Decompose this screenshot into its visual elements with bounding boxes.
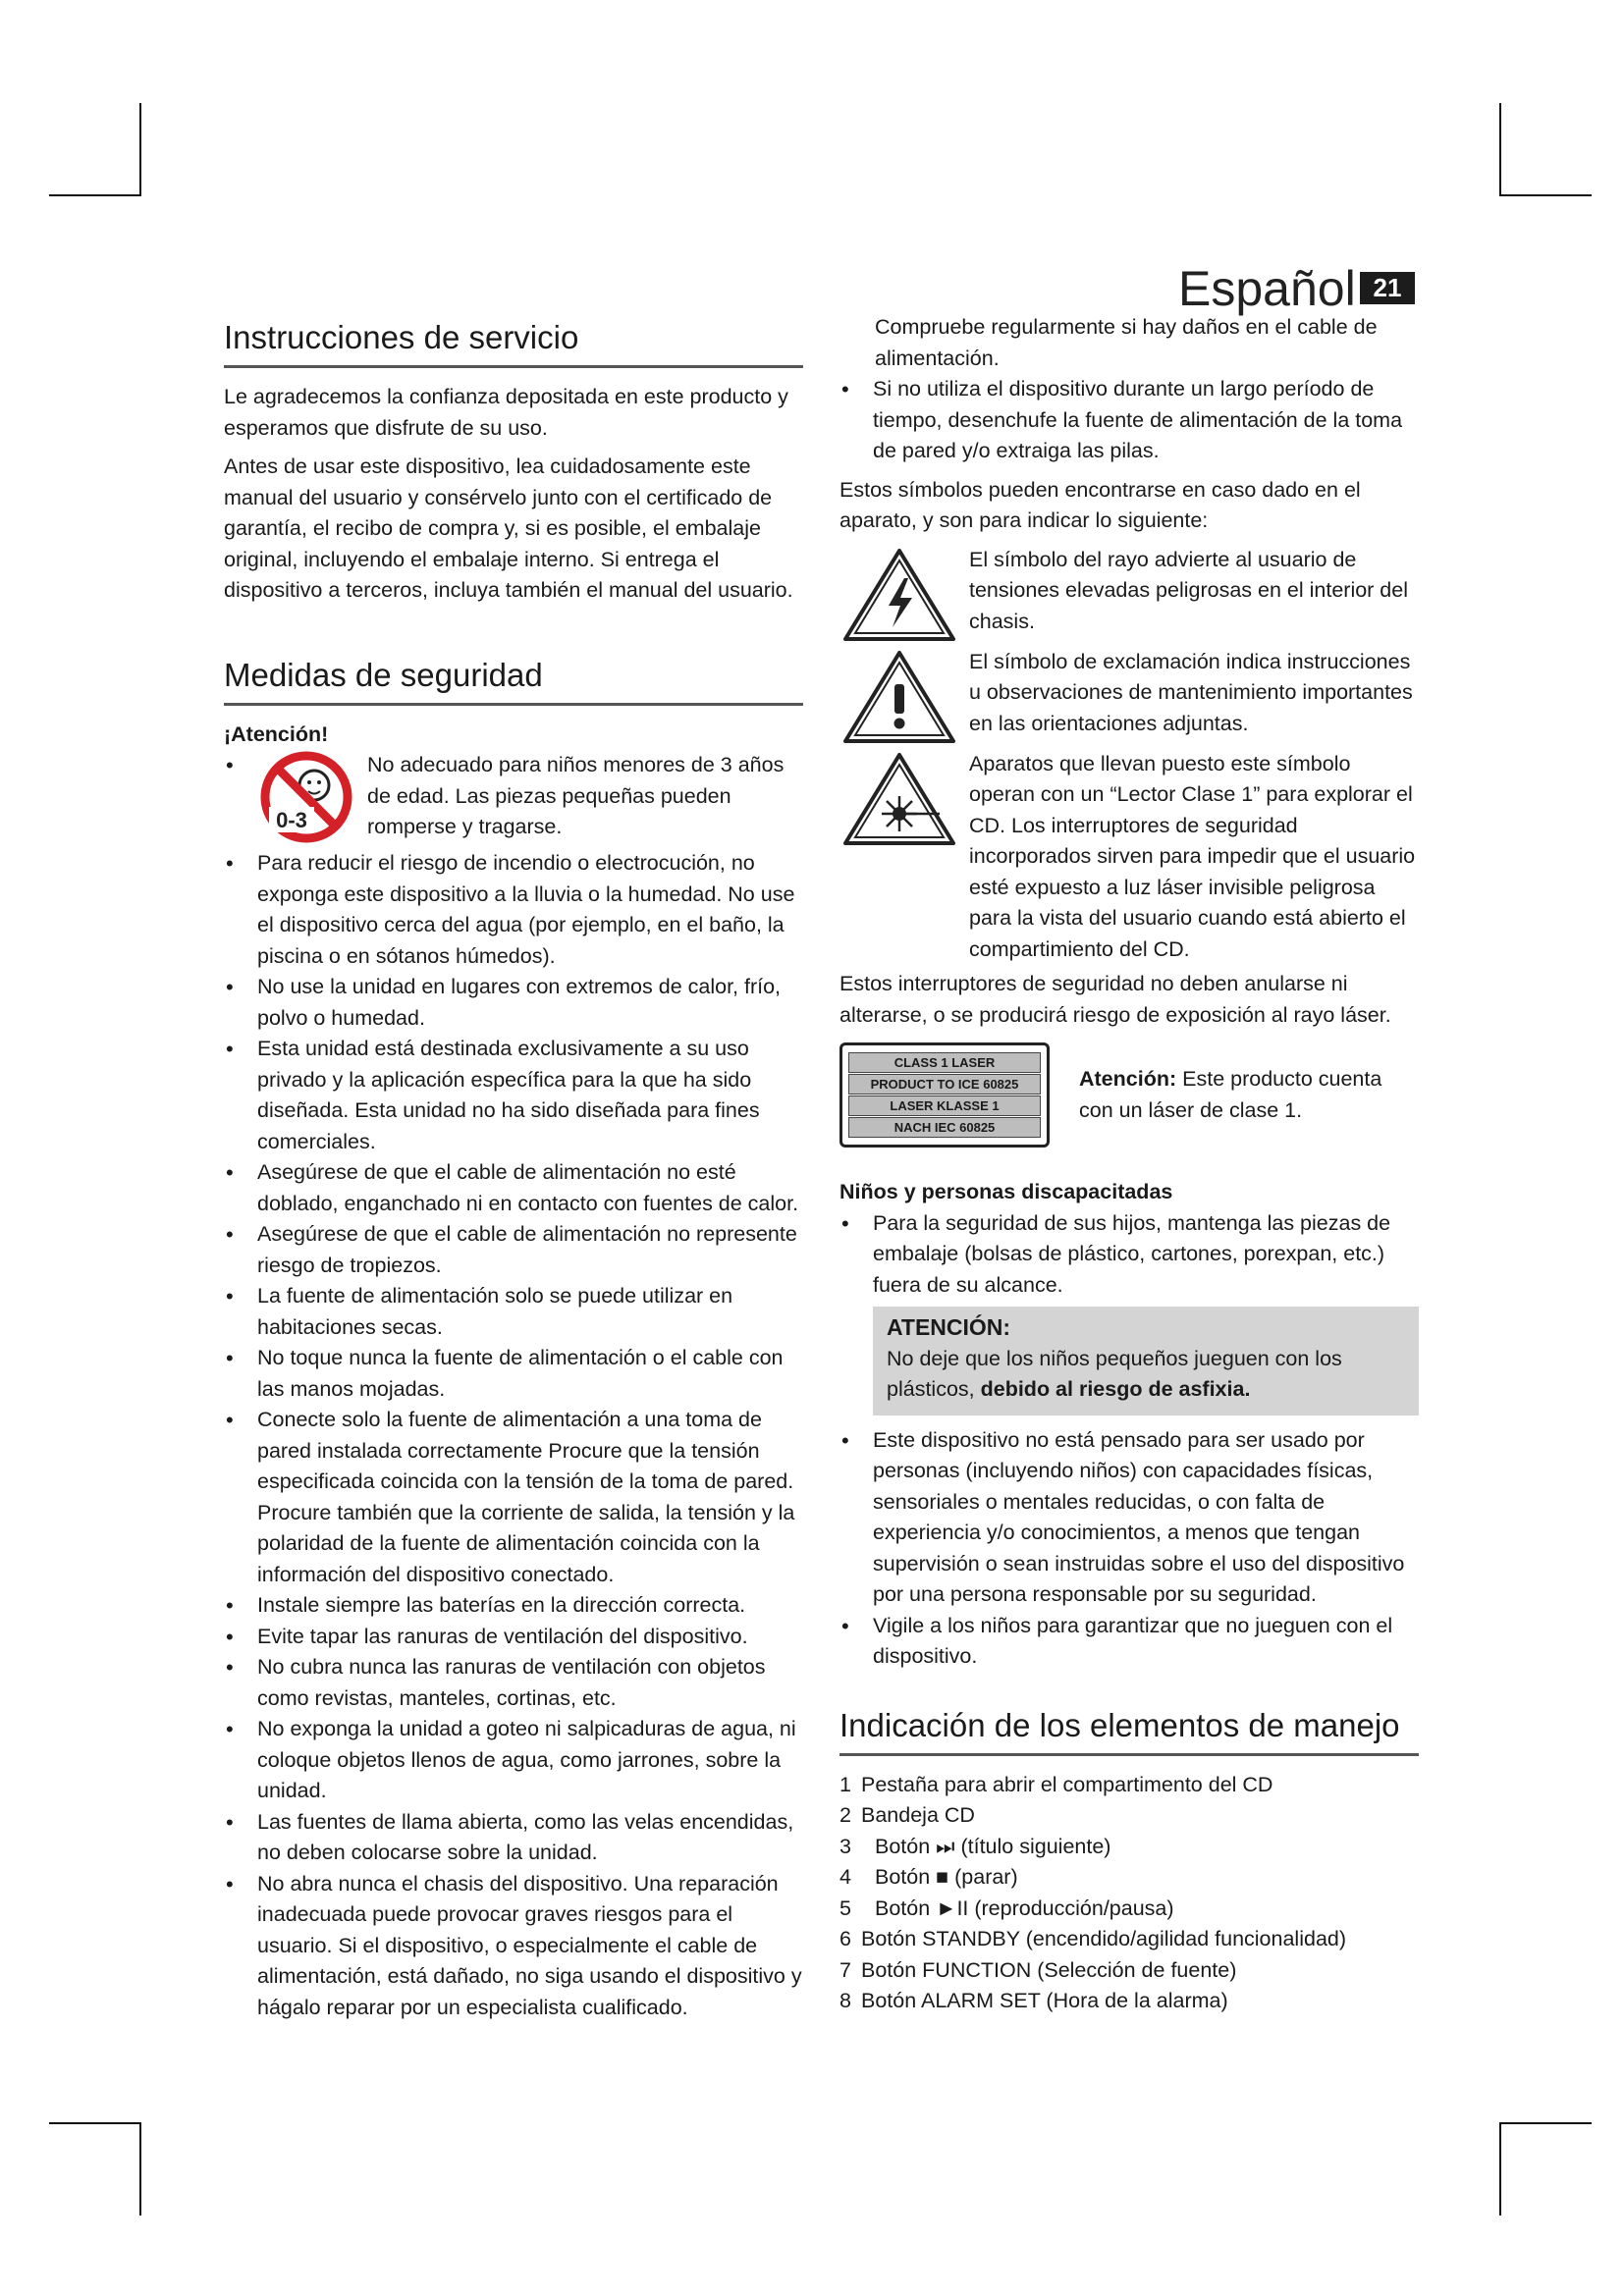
list-item: • Esta unidad está destinada exclusivamente a su uso privado y la aplicación específica para la que ha sido diseñada. Esta unidad no ha sido diseñada para fines comerciales. [224,1034,803,1157]
list-item [839,1800,1419,1832]
exclamation-warning-icon [839,647,959,745]
list-item: • Instale siempre las baterías en la dirección correcta. [224,1590,803,1622]
item-text: Pestaña para abrir el compartimento del CD [861,1772,1273,1796]
safety-list [224,750,803,2023]
no-children-under-3-icon [257,750,355,848]
laser-symbol-text: Aparatos que llevan puesto este símbolo operan con un “Lector Clase 1” para explorar el CD. Los interruptores de seguridad incorporados sirven para impedir que el usuario esté expuesto a luz láser invisible peligrosa para la vista del usuario cuando está abierto el compartimiento del CD. [969,751,1416,961]
item-text: Bandeja CD [861,1803,975,1827]
laser-class-label [839,1042,1050,1148]
item-number: 8 [839,1989,851,2012]
list-item: • Las fuentes de llama abierta, como las velas encendidas, no deben colocarse sobre la unidad. [224,1807,803,1869]
list-item: • Asegúrese de que el cable de alimentación no esté doblado, enganchado ni en contacto con fuentes de calor. [224,1157,803,1219]
crop-mark-tl-h [49,194,141,196]
laser-attention-text: Este producto cuenta con un láser de clase 1. [1079,1067,1382,1122]
safety-switch-text: Estos interruptores de seguridad no deben anularse ni alterarse, o se producirá riesgo de exposición al rayo láser. [839,972,1391,1027]
symbols-intro: Estos símbolos pueden encontrarse en caso dado en el aparato, y son para indicar lo siguiente: [839,477,1361,532]
crop-mark-br-v [1499,2122,1501,2216]
crop-mark-bl-v [139,2122,141,2216]
item-number: 6 [839,1927,851,1950]
item-text: Botón STANDBY (encendido/agilidad funcionalidad) [861,1927,1347,1950]
list-item: • Asegúrese de que el cable de alimentación no represente riesgo de tropiezos. [224,1219,803,1281]
manual-paragraph: Antes de usar este dispositivo, lea cuidadosamente este manual del usuario y consérvelo junto con el certificado de garantía, el recibo de compra y, si es posible, el embalaje original, incluyendo el embalaje interno. Si entrega el dispositivo a terceros, incluya también el manual del usuario. [224,454,793,602]
suffocation-warning-box [873,1307,1419,1415]
attention-label: ¡Atención! [224,721,329,746]
age-label: • 0-3 [276,808,307,832]
warning-title: ATENCIÓN: [887,1314,1011,1340]
list-item [839,1862,1419,1894]
list-item: • No exponga la unidad a goteo ni salpicaduras de agua, ni coloque objetos llenos de agua, como jarrones, sobre la unidad. [224,1714,803,1807]
list-item [839,1894,1419,1925]
cable-check-text: Compruebe regularmente si hay daños en el cable de alimentación. [875,315,1378,370]
item-number: 1 [839,1772,851,1796]
list-item [839,1955,1419,1987]
laser-label-line: NACH IEC 60825 [848,1117,1041,1138]
intro-paragraph: Le agradecemos la confianza depositada en este producto y esperamos que disfrute de su uso. [224,385,788,440]
list-item: • Conecte solo la fuente de alimentación a una toma de pared instalada correctamente Procure que la tensión especificada coincida con la tensión de la toma de pared. Procure también que la corriente de salida, la tensión y la polaridad de la fuente de alimentación coincida con la información del dispositivo conectado. [224,1405,803,1590]
language-title: Español [1178,261,1356,316]
page-number: 21 [1360,272,1415,304]
list-item [224,750,803,848]
controls-list [839,1770,1419,2017]
lightning-symbol-row [839,545,1419,643]
child-warning-text: No adecuado para niños menores de 3 años de edad. Las piezas pequeñas pueden romperse y tragarse. [367,753,785,838]
laser-class-row [839,1042,1419,1148]
list-item: • Si no utiliza el dispositivo durante un largo período de tiempo, desenchufe la fuente de alimentación de la toma de pared y/o extraiga las pilas. [839,374,1419,467]
list-item [839,1832,1419,1863]
item-text: Botón ⏭ (título siguiente) [875,1834,1111,1858]
laser-label-line: LASER KLASSE 1 [848,1095,1041,1116]
section-title-controls: Indicación de los elementos de manejo [839,1700,1419,1756]
right-column [839,312,1419,2017]
item-number: 2 [839,1803,851,1827]
item-text: Botón ►II (reproducción/pausa) [875,1896,1174,1920]
list-item: • No cubra nunca las ranuras de ventilación con objetos como revistas, manteles, cortinas, etc. [224,1652,803,1714]
item-number: 5 [839,1896,851,1920]
item-number: 4 [839,1865,851,1889]
list-item [839,1924,1419,1955]
laser-symbol-row [839,749,1419,966]
child-warning [257,750,803,848]
list-item: • Para la seguridad de sus hijos, mantenga las piezas de embalaje (bolsas de plástico, cartones, porexpan, etc.) fuera de su alcance. [839,1208,1419,1302]
children-section-title: Niños y personas discapacitadas [839,1180,1173,1203]
crop-mark-tr-v [1499,103,1501,196]
laser-label-line: PRODUCT TO ICE 60825 [848,1074,1041,1095]
device-usage-list [839,1425,1419,1673]
list-item: • Este dispositivo no está pensado para ser usado por personas (incluyendo niños) con capacidades físicas, sensoriales o mentales reducidas, o con falta de experiencia y/o conocimientos, a menos que tengan supervisión o sean instruidas sobre el uso del dispositivo por una persona responsable por su seguridad. [839,1425,1419,1611]
exclamation-symbol-row [839,647,1419,745]
item-text: Botón FUNCTION (Selección de fuente) [861,1957,1237,1982]
crop-mark-tl-v [139,103,141,196]
section-title-service: Instrucciones de servicio [224,312,803,368]
laser-attention [1079,1064,1419,1126]
left-column [224,312,803,2023]
laser-label-line: CLASS 1 LASER [848,1052,1041,1073]
children-list [839,1208,1419,1302]
unplug-list [839,374,1419,467]
laser-attention-bold: Atención: [1079,1067,1177,1091]
lightning-warning-icon [839,545,959,643]
list-item [839,1770,1419,1801]
lightning-symbol-text: El símbolo del rayo advierte al usuario de tensiones elevadas peligrosas en el interior del chasis. [969,547,1408,633]
list-item: • La fuente de alimentación solo se puede utilizar en habitaciones secas. [224,1281,803,1343]
list-item: • Vigile a los niños para garantizar que no jueguen con el dispositivo. [839,1611,1419,1673]
list-item: • Para reducir el riesgo de incendio o electrocución, no exponga este dispositivo a la lluvia o la humedad. No use el dispositivo cerca del agua (por ejemplo, en el baño, la piscina o en sótanos húmedos). [224,848,803,972]
crop-mark-tr-h [1499,194,1592,196]
list-item: • No abra nunca el chasis del dispositivo. Una reparación inadecuada puede provocar graves riesgos para el usuario. Si el dispositivo, o especialmente el cable de alimentación, está dañado, no siga usando el dispositivo y hágalo reparar por un especialista cualificado. [224,1869,803,2024]
list-item: • Evite tapar las ranuras de ventilación del dispositivo. [224,1622,803,1653]
laser-warning-icon [839,749,959,847]
list-item [839,1986,1419,2017]
section-title-safety: Medidas de seguridad [224,650,803,706]
list-item: • No toque nunca la fuente de alimentación o el cable con las manos mojadas. [224,1343,803,1405]
list-item: • No use la unidad en lugares con extremos de calor, frío, polvo o humedad. [224,972,803,1034]
item-number: 7 [839,1957,851,1982]
crop-mark-bl-h [49,2122,141,2124]
item-text: Botón ALARM SET (Hora de la alarma) [861,1989,1228,2012]
item-number: 3 [839,1834,851,1858]
exclamation-symbol-text: El símbolo de exclamación indica instrucciones u observaciones de mantenimiento importantes en las orientaciones adjuntas. [969,649,1413,735]
warning-bold-text: debido al riesgo de asfixia. [980,1377,1251,1401]
warning-text: No deje que los niños pequeños jueguen con los plásticos, [887,1346,1342,1401]
item-text: Botón ■ (parar) [875,1865,1018,1889]
crop-mark-br-h [1499,2122,1592,2124]
